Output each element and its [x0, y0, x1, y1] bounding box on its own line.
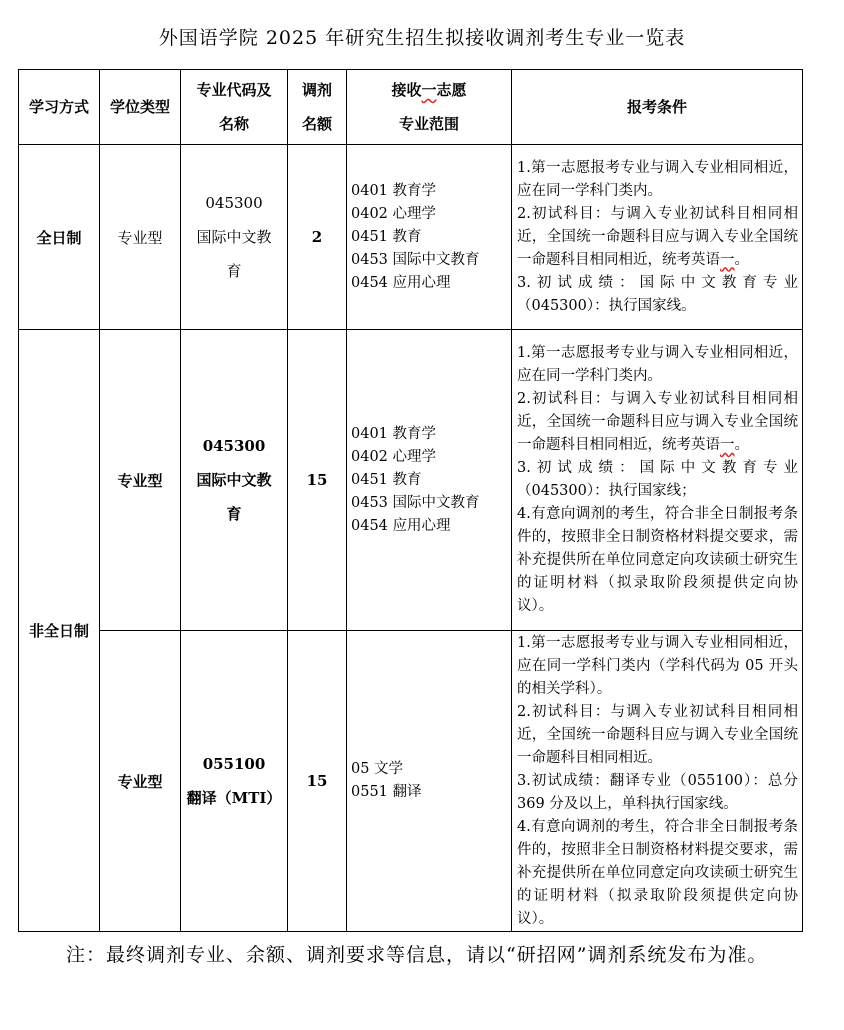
- condition-item: 4.有意向调剂的考生，符合非全日制报考条件的，按照非全日制资格材料提交要求，需补充提供所在单位同意定向攻读硕士研究生的证明材料（拟录取阶段须提供定向协议）。: [517, 818, 798, 927]
- condition-item: 1.第一志愿报考专业与调入专业相同相近，应在同一学科门类内（学科代码为 05 开头的相关学科）。: [517, 634, 798, 697]
- condition-item: 3.初试成绩：国际中文教育专业（045300）：执行国家线。: [517, 274, 798, 314]
- degree-type-cell: 专业型: [100, 145, 181, 330]
- major-code: 055100: [202, 755, 266, 773]
- list-item: 0454 应用心理: [351, 274, 451, 291]
- condition-item: [517, 388, 798, 457]
- list-item: 05 文学: [351, 761, 404, 777]
- table-header-row: [19, 70, 803, 145]
- header-first-choice-a: 接收: [391, 81, 422, 99]
- header-first-choice-range: [347, 70, 512, 145]
- conditions-cell: [512, 631, 803, 932]
- header-first-choice-c: 志愿: [436, 81, 467, 99]
- condition-text-end: 。: [734, 437, 749, 453]
- degree-type-cell: 专业型: [100, 330, 181, 631]
- major-name-line1: 翻译（MTI）: [186, 789, 282, 807]
- list-item: 0453 国际中文教育: [351, 251, 480, 268]
- first-choice-majors-cell: [347, 631, 512, 932]
- major-code: 045300: [205, 194, 263, 212]
- condition-item: 3.初试成绩：翻译专业（055100）：总分 369 分及以上，单科执行国家线。: [517, 772, 798, 812]
- quota-cell: 15: [288, 330, 347, 631]
- major-code: 045300: [202, 437, 266, 455]
- header-major-code: [181, 70, 288, 145]
- conditions-cell: [512, 145, 803, 330]
- condition-text: 2.初试科目：与调入专业初试科目相同相近，全国统一命题科目应与调入专业全国统一命题科目相同相近，统考英语: [517, 391, 798, 453]
- condition-text: 2.初试科目：与调入专业初试科目相同相近，全国统一命题科目应与调入专业全国统一命题科目相同相近，统考英语: [517, 205, 798, 268]
- header-quota: [288, 70, 347, 145]
- list-item: 0451 教育: [351, 228, 422, 245]
- table-row: [19, 145, 803, 330]
- header-first-choice-line1: [347, 73, 511, 107]
- conditions-cell: [512, 330, 803, 631]
- condition-text-marked: 一: [720, 437, 735, 453]
- header-first-choice-line2: 专业范围: [398, 115, 459, 133]
- condition-item: 4.有意向调剂的考生，符合非全日制报考条件的，按照非全日制资格材料提交要求，需补充提供所在单位同意定向攻读硕士研究生的证明材料（拟录取阶段须提供定向协议）。: [517, 506, 798, 614]
- table-row: [19, 330, 803, 631]
- header-study-mode: 学习方式: [19, 70, 100, 145]
- major-code-cell: [181, 330, 288, 631]
- condition-text-marked: 一: [720, 251, 735, 268]
- list-item: 0402 心理学: [351, 205, 437, 222]
- table-row: [19, 631, 803, 932]
- quota-cell: 2: [288, 145, 347, 330]
- list-item: 0454 应用心理: [351, 517, 451, 534]
- condition-text-end: 。: [734, 251, 749, 268]
- list-item: 0451 教育: [351, 471, 422, 488]
- list-item: 0401 教育学: [351, 182, 437, 199]
- major-code-cell: [181, 631, 288, 932]
- header-conditions: 报考条件: [512, 70, 803, 145]
- header-quota-line2: 名额: [301, 115, 332, 133]
- footnote: 注：最终调剂专业、余额、调剂要求等信息，请以“研招网”调剂系统发布为准。: [66, 944, 768, 966]
- list-item: 0401 教育学: [351, 425, 437, 442]
- list-item: 0551 翻译: [351, 784, 422, 800]
- major-name-line2: 育: [226, 262, 242, 280]
- major-code-cell: [181, 145, 288, 330]
- major-name-line1: 国际中文教: [196, 471, 272, 489]
- major-name-line2: 育: [226, 505, 242, 523]
- header-major-code-line1: 专业代码及: [196, 81, 272, 99]
- document-title: 外国语学院 2025 年研究生招生拟接收调剂考生专业一览表: [158, 27, 686, 49]
- quota-cell: 15: [288, 631, 347, 932]
- condition-item: 1.第一志愿报考专业与调入专业相同相近，应在同一学科门类内。: [517, 159, 798, 199]
- first-choice-majors-cell: [347, 330, 512, 631]
- study-mode-cell: 全日制: [19, 145, 100, 330]
- first-choice-majors-cell: [347, 145, 512, 330]
- condition-item: [517, 203, 798, 272]
- list-item: 0402 心理学: [351, 448, 437, 465]
- header-major-code-line2: 名称: [218, 115, 249, 133]
- study-mode-cell: 非全日制: [19, 330, 100, 932]
- list-item: 0453 国际中文教育: [351, 494, 480, 511]
- transfer-majors-table: [18, 69, 803, 932]
- major-name-line1: 国际中文教: [196, 228, 272, 246]
- condition-item: 1.第一志愿报考专业与调入专业相同相近，应在同一学科门类内。: [517, 345, 798, 384]
- degree-type-cell: 专业型: [100, 631, 181, 932]
- header-first-choice-b: 一: [421, 81, 437, 99]
- header-degree-type: 学位类型: [100, 70, 181, 145]
- header-quota-line1: 调剂: [301, 81, 332, 99]
- condition-item: 2.初试科目：与调入专业初试科目相同相近，全国统一命题科目应与调入专业全国统一命题科目相同相近。: [517, 703, 798, 766]
- condition-item: 3.初试成绩：国际中文教育专业（045300）：执行国家线；: [517, 460, 798, 499]
